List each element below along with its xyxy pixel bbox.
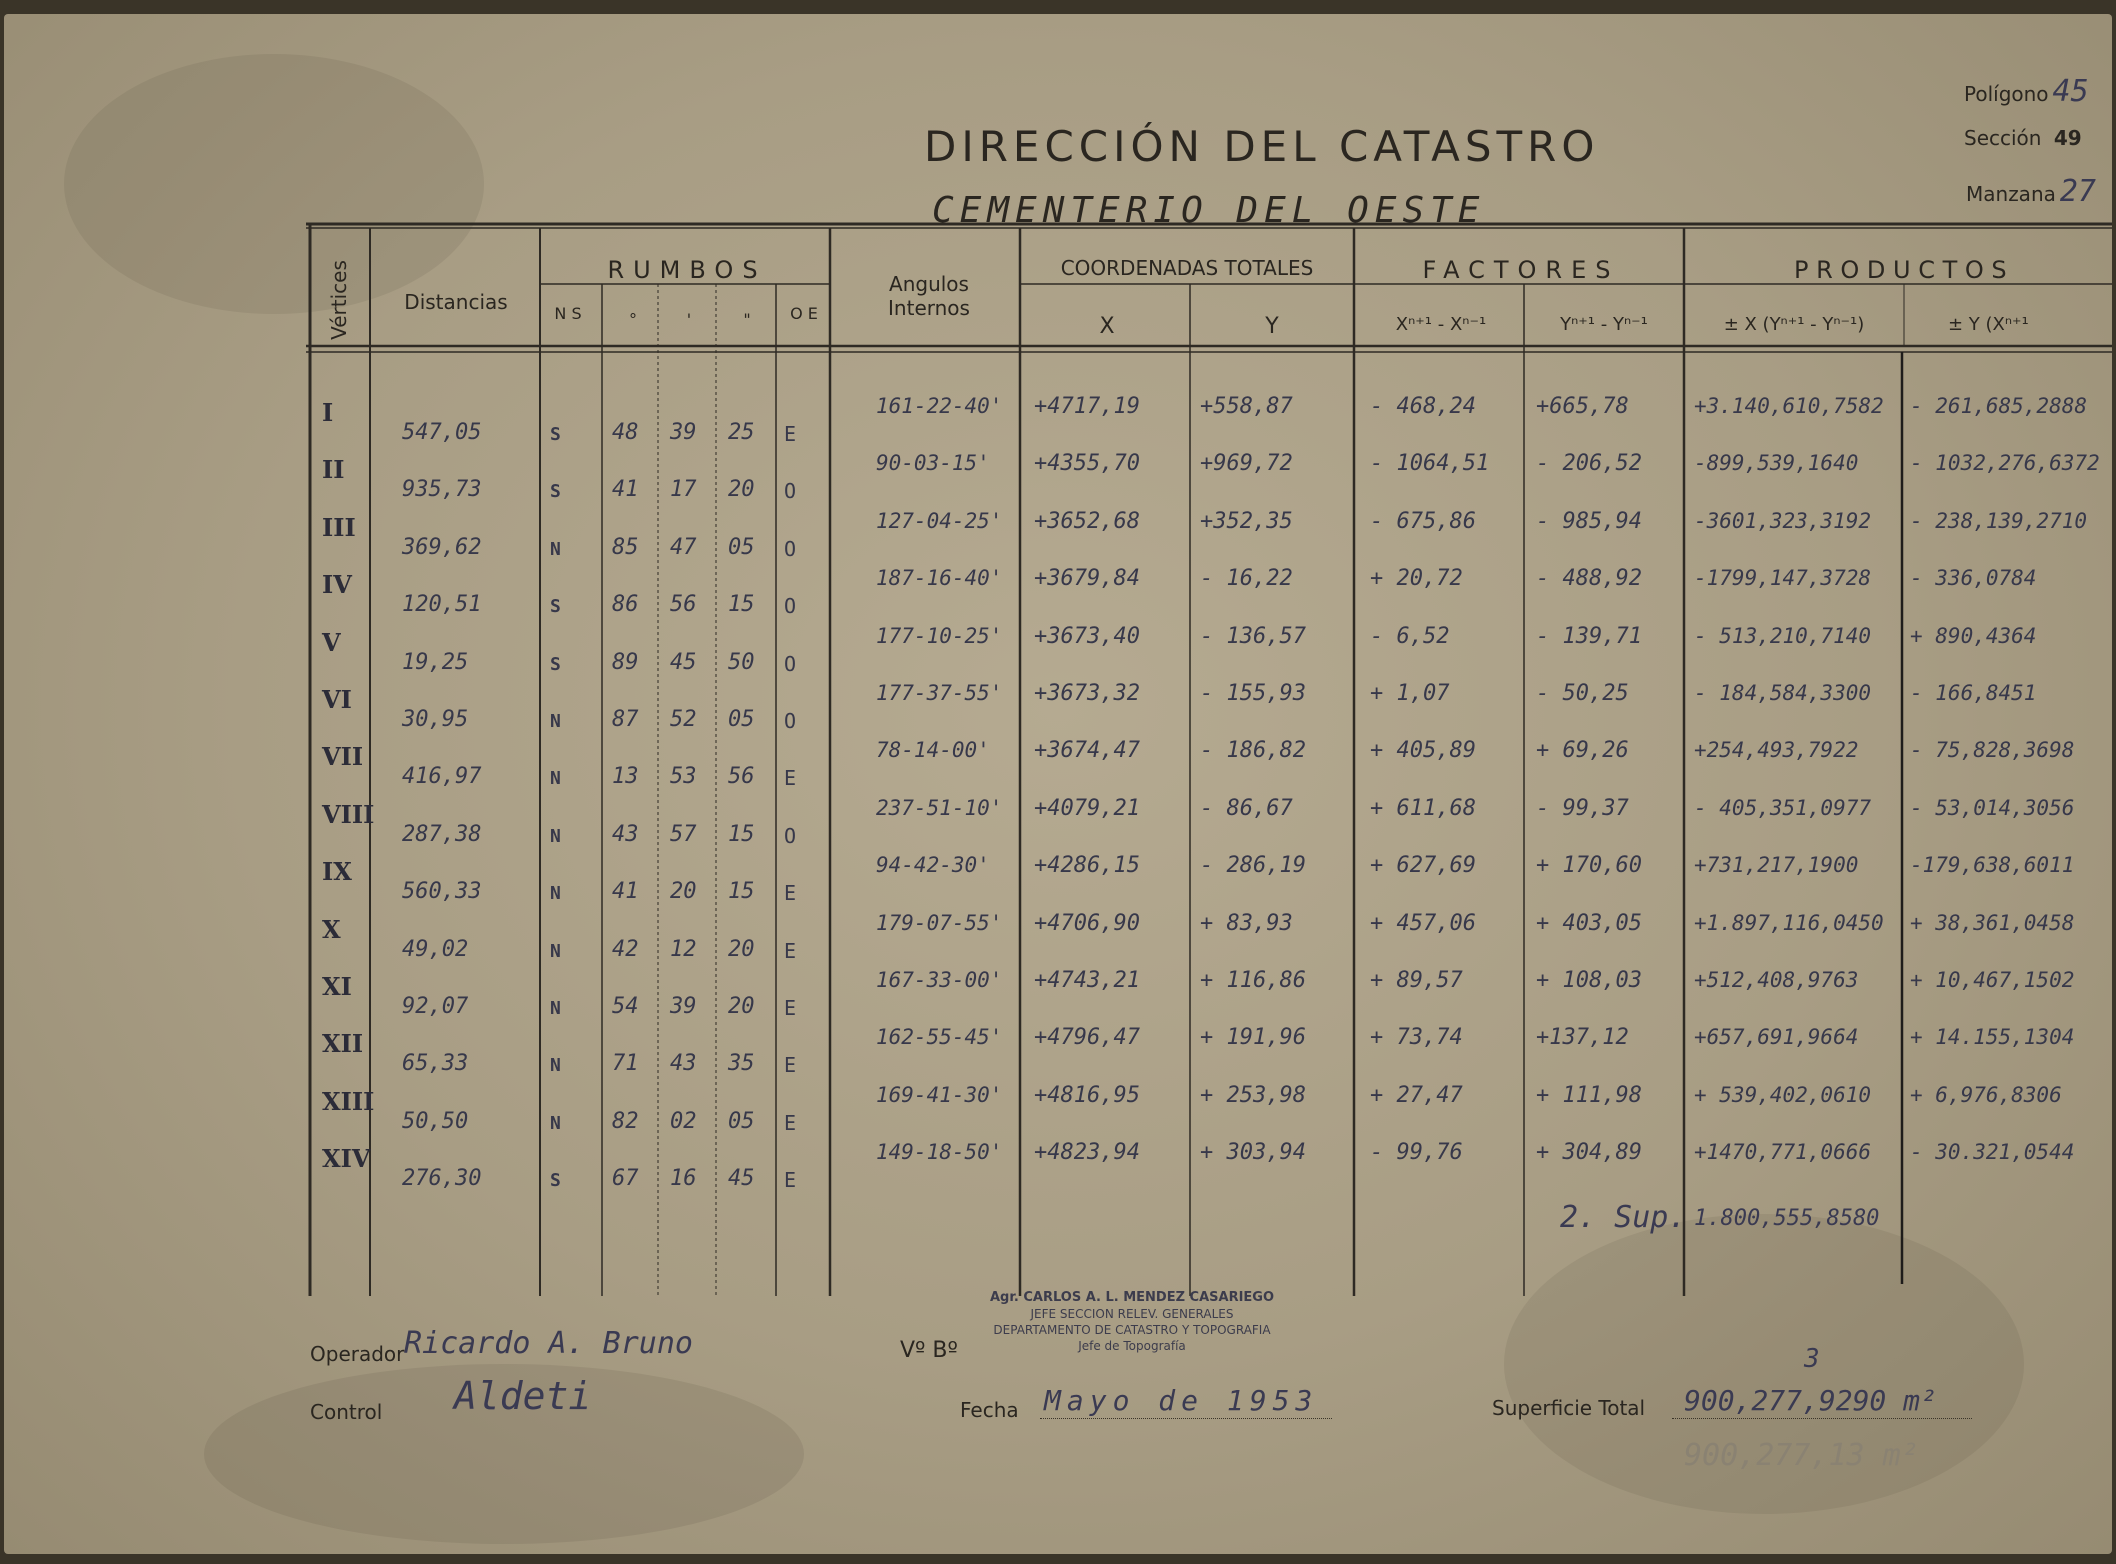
product-y-cell: - 166,8451	[1910, 681, 2037, 705]
factor-x-cell: - 1064,51	[1370, 451, 1490, 477]
rumbo-oe-cell: O	[784, 479, 797, 504]
rumbo-minutes-cell: 53	[670, 764, 697, 790]
product-y-cell: - 30.321,0544	[1910, 1140, 2075, 1165]
rumbo-seconds-cell: 45	[728, 1166, 755, 1192]
distance-cell: 120,51	[402, 592, 482, 618]
factor-y-cell: - 99,37	[1536, 795, 1629, 821]
factor-x-cell: - 99,76	[1370, 1140, 1463, 1166]
rumbo-seconds-cell: 15	[728, 592, 755, 618]
rumbo-degrees-cell: 54	[612, 994, 639, 1019]
vertex-label: IX	[322, 857, 352, 887]
angle-cell: 161-22-40'	[876, 394, 1003, 418]
coord-y-cell: - 16,22	[1200, 566, 1293, 592]
rumbo-degrees-cell: 67	[612, 1166, 639, 1192]
coord-y-cell: + 116,86	[1200, 968, 1306, 993]
rumbo-degrees-cell: 85	[612, 534, 639, 560]
rumbo-degrees-cell: 43	[612, 821, 639, 847]
rumbo-ns-cell: N	[550, 538, 561, 560]
fecha-label: Fecha	[960, 1398, 1019, 1422]
rumbo-seconds-cell: 20	[728, 994, 755, 1019]
control-signature: Aldeti	[454, 1374, 592, 1418]
product-x-cell: - 405,351,0977	[1694, 795, 1872, 820]
angle-cell: 127-04-25'	[876, 508, 1003, 533]
product-y-cell: - 336,0784	[1910, 566, 2037, 591]
factores-header: FACTORES	[1422, 256, 1620, 284]
product-y-cell: - 75,828,3698	[1910, 738, 2075, 763]
rumbo-oe-cell: E	[784, 1110, 797, 1135]
vertex-label: VII	[322, 742, 364, 772]
rumbos-ns-header: N S	[554, 304, 582, 323]
product-y-cell: + 10,467,1502	[1910, 968, 2075, 992]
factor-y-cell: - 985,94	[1536, 508, 1642, 534]
distance-cell: 65,33	[402, 1051, 469, 1077]
product-x-cell: +731,217,1900	[1694, 853, 1859, 878]
product-y-cell: - 261,685,2888	[1910, 394, 2088, 418]
distance-cell: 49,02	[402, 936, 469, 962]
rumbo-degrees-cell: 41	[612, 477, 639, 503]
angle-cell: 237-51-10'	[876, 795, 1003, 820]
rumbo-minutes-cell: 56	[670, 592, 697, 618]
product-x-cell: +657,691,9664	[1694, 1025, 1859, 1050]
product-x-cell: +1470,771,0666	[1694, 1140, 1872, 1165]
vertices-header-label: Vértices	[327, 260, 351, 340]
rumbo-minutes-cell: 39	[670, 420, 697, 445]
coord-y-cell: - 136,57	[1200, 623, 1306, 649]
rumbo-oe-cell: E	[784, 938, 797, 963]
vertex-label: XIII	[322, 1086, 375, 1116]
coord-y-cell: - 186,82	[1200, 738, 1306, 764]
coord-x-cell: +3673,40	[1034, 623, 1140, 649]
superficie-pencil-note: 900,277,13 m²	[1684, 1438, 1919, 1473]
coord-x-cell: +4706,90	[1034, 910, 1140, 936]
distance-cell: 935,73	[402, 477, 482, 503]
coord-y-cell: - 155,93	[1200, 681, 1306, 706]
product-y-cell: - 1032,276,6372	[1910, 451, 2100, 476]
factor-y-cell: + 108,03	[1536, 968, 1642, 993]
factor-y-cell: - 206,52	[1536, 451, 1642, 477]
rumbo-oe-cell: E	[784, 422, 797, 446]
coordenadas-header: COORDENADAS TOTALES	[1060, 256, 1314, 280]
factor-y-cell: + 170,60	[1536, 853, 1642, 879]
distance-cell: 416,97	[402, 764, 482, 790]
distance-cell: 30,95	[402, 707, 469, 732]
vertex-label: I	[322, 398, 334, 427]
operador-signature: Ricardo A. Bruno	[404, 1326, 693, 1361]
vertex-label: XII	[322, 1029, 364, 1059]
factor-y-cell: + 403,05	[1536, 910, 1642, 936]
coord-x-cell: +3673,32	[1034, 681, 1140, 706]
rumbo-oe-cell: E	[784, 1053, 797, 1078]
distancias-header: Distancias	[404, 290, 508, 314]
vertex-label: XIV	[322, 1144, 371, 1174]
rumbo-seconds-cell: 20	[728, 936, 755, 962]
coord-x-cell: +4816,95	[1034, 1082, 1140, 1108]
coord-x-cell: +4823,94	[1034, 1140, 1140, 1166]
coord-y-header: Y	[1265, 314, 1279, 339]
product-y-cell: -179,638,6011	[1910, 853, 2075, 878]
coord-y-cell: +969,72	[1200, 451, 1293, 477]
coord-x-header: X	[1099, 314, 1115, 339]
vertex-label: XI	[322, 972, 352, 1001]
stamp-line-4: Jefe de Topografía	[1078, 1339, 1186, 1353]
distance-cell: 287,38	[402, 821, 482, 847]
angulos-header: Angulos Internos	[888, 272, 970, 320]
stamp-line-3: DEPARTAMENTO DE CATASTRO Y TOPOGRAFIA	[993, 1323, 1271, 1337]
angle-cell: 177-37-55'	[876, 681, 1003, 705]
product-x-cell: -3601,323,3192	[1694, 508, 1872, 533]
vertex-label: X	[322, 914, 341, 944]
distance-cell: 369,62	[402, 534, 482, 560]
product-x-cell: +3.140,610,7582	[1694, 394, 1884, 418]
rumbo-ns-cell: N	[550, 825, 561, 847]
manzana-value: 27	[2059, 174, 2096, 209]
angle-cell: 169-41-30'	[876, 1082, 1003, 1107]
rumbos-degrees-header: °	[629, 310, 637, 329]
angle-cell: 90-03-15'	[876, 451, 990, 476]
rumbo-degrees-cell: 41	[612, 879, 639, 905]
rumbo-seconds-cell: 50	[728, 649, 755, 675]
vertex-label: II	[322, 455, 345, 485]
factor-x-cell: + 73,74	[1370, 1025, 1463, 1051]
rumbo-oe-cell: E	[784, 996, 797, 1020]
distance-cell: 50,50	[402, 1108, 469, 1134]
prod-y-header: ± Y (Xⁿ⁺¹	[1948, 314, 2029, 335]
product-y-cell: - 238,139,2710	[1910, 508, 2088, 533]
factor-y-cell: + 304,89	[1536, 1140, 1642, 1166]
factor-x-cell: + 627,69	[1370, 853, 1476, 879]
product-x-cell: +512,408,9763	[1694, 968, 1859, 992]
poligono-label: Polígono	[1964, 82, 2049, 106]
rumbo-degrees-cell: 87	[612, 707, 639, 732]
coord-x-cell: +4079,21	[1034, 795, 1140, 821]
rumbo-degrees-cell: 42	[612, 936, 639, 962]
rumbo-minutes-cell: 02	[670, 1108, 697, 1134]
rumbo-degrees-cell: 71	[612, 1051, 639, 1077]
factor-y-cell: - 139,71	[1536, 623, 1642, 649]
totals-label: 2. Sup.	[1560, 1200, 1687, 1235]
rumbo-minutes-cell: 20	[670, 879, 697, 905]
product-y-cell: - 53,014,3056	[1910, 795, 2075, 820]
seccion-label: Sección	[1964, 126, 2042, 150]
document-title: DIRECCIÓN DEL CATASTRO	[924, 122, 1600, 171]
rumbo-ns-cell: S	[550, 1170, 561, 1192]
rumbo-minutes-cell: 57	[670, 821, 697, 847]
rumbo-minutes-cell: 17	[670, 477, 697, 503]
rumbos-minutes-header: '	[686, 310, 692, 329]
coord-y-cell: + 253,98	[1200, 1082, 1306, 1108]
rumbo-seconds-cell: 20	[728, 477, 755, 503]
rumbos-oe-header: O E	[790, 304, 818, 323]
vertex-label: VI	[322, 685, 352, 714]
coord-y-cell: +352,35	[1200, 508, 1293, 534]
rumbo-oe-cell: O	[784, 594, 797, 619]
rumbo-ns-cell: N	[550, 768, 561, 790]
rumbo-ns-cell: S	[550, 424, 561, 445]
product-x-cell: + 539,402,0610	[1694, 1082, 1872, 1107]
product-y-cell: + 38,361,0458	[1910, 910, 2075, 935]
factor-y-cell: + 69,26	[1536, 738, 1629, 764]
rumbo-ns-cell: N	[550, 1112, 561, 1134]
vobo-label: Vº Bº	[900, 1338, 958, 1363]
rumbo-ns-cell: S	[550, 596, 561, 618]
rumbo-minutes-cell: 45	[670, 649, 697, 675]
angle-cell: 149-18-50'	[876, 1140, 1003, 1165]
rumbo-seconds-cell: 56	[728, 764, 755, 790]
totals-prod-x: 1.800,555,8580	[1694, 1206, 1880, 1231]
rumbo-seconds-cell: 05	[728, 1108, 755, 1134]
rumbo-oe-cell: E	[784, 881, 797, 906]
rumbo-oe-cell: E	[784, 1168, 797, 1193]
rumbo-degrees-cell: 13	[612, 764, 639, 790]
rumbo-minutes-cell: 12	[670, 936, 697, 962]
manzana-label: Manzana	[1966, 182, 2056, 206]
coord-y-cell: + 191,96	[1200, 1025, 1306, 1051]
coord-x-cell: +4717,19	[1034, 394, 1140, 419]
fact-y-header: Yⁿ⁺¹ - Yⁿ⁻¹	[1560, 314, 1648, 335]
factor-y-cell: +665,78	[1536, 394, 1629, 419]
factor-x-cell: + 20,72	[1370, 566, 1463, 592]
factor-x-cell: + 89,57	[1370, 968, 1463, 993]
coord-y-cell: +558,87	[1200, 394, 1293, 419]
rumbo-seconds-cell: 05	[728, 534, 755, 560]
product-x-cell: -899,539,1640	[1694, 451, 1859, 476]
angle-cell: 179-07-55'	[876, 910, 1003, 935]
rumbo-ns-cell: N	[550, 711, 561, 732]
rumbo-minutes-cell: 39	[670, 994, 697, 1019]
factor-y-cell: + 111,98	[1536, 1082, 1642, 1108]
coord-x-cell: +3674,47	[1034, 738, 1140, 764]
coord-y-cell: - 86,67	[1200, 795, 1293, 821]
angle-cell: 167-33-00'	[876, 968, 1003, 992]
factor-x-cell: + 1,07	[1370, 681, 1450, 706]
seccion-value: 49	[2053, 126, 2082, 150]
factor-y-cell: +137,12	[1536, 1025, 1629, 1051]
vertices-header	[314, 254, 364, 344]
rumbos-seconds-header: "	[743, 310, 751, 329]
rumbo-seconds-cell: 15	[728, 821, 755, 847]
factor-x-cell: - 6,52	[1370, 623, 1450, 649]
product-x-cell: +1.897,116,0450	[1694, 910, 1884, 935]
coord-x-cell: +4743,21	[1034, 968, 1140, 993]
vertex-label: V	[322, 627, 341, 657]
coord-y-cell: + 303,94	[1200, 1140, 1306, 1166]
factor-x-cell: + 405,89	[1370, 738, 1476, 764]
angle-cell: 177-10-25'	[876, 623, 1003, 648]
rumbo-ns-cell: N	[550, 883, 561, 905]
distance-cell: 92,07	[402, 994, 469, 1019]
operador-label: Operador	[310, 1342, 405, 1366]
rumbo-seconds-cell: 35	[728, 1051, 755, 1077]
coord-x-cell: +4286,15	[1034, 853, 1140, 879]
rumbo-degrees-cell: 86	[612, 592, 639, 618]
rumbo-oe-cell: O	[784, 651, 797, 676]
rumbo-oe-cell: O	[784, 823, 797, 848]
factor-x-cell: + 457,06	[1370, 910, 1476, 936]
distance-cell: 547,05	[402, 420, 482, 445]
survey-sheet	[4, 14, 2112, 1554]
angle-cell: 187-16-40'	[876, 566, 1003, 591]
rumbo-ns-cell: N	[550, 998, 561, 1019]
document-subtitle: CEMENTERIO DEL OESTE	[932, 190, 1486, 231]
product-x-cell: -1799,147,3728	[1694, 566, 1872, 591]
product-x-cell: - 513,210,7140	[1694, 623, 1872, 648]
factor-x-cell: + 27,47	[1370, 1082, 1463, 1108]
coord-x-cell: +4355,70	[1034, 451, 1140, 477]
stamp-line-2: JEFE SECCION RELEV. GENERALES	[1030, 1307, 1234, 1321]
rumbos-header: RUMBOS	[607, 256, 767, 284]
factor-y-cell: - 50,25	[1536, 681, 1629, 706]
fecha-underline	[1040, 1418, 1332, 1419]
distance-cell: 19,25	[402, 649, 469, 675]
rumbo-ns-cell: S	[550, 481, 561, 503]
vertex-label: IV	[322, 570, 352, 600]
coord-x-cell: +3652,68	[1034, 508, 1140, 534]
approval-stamp	[982, 1290, 1282, 1354]
factor-x-cell: - 468,24	[1370, 394, 1476, 419]
factor-x-cell: - 675,86	[1370, 508, 1476, 534]
rumbo-minutes-cell: 16	[670, 1166, 697, 1192]
prod-x-header: ± X (Yⁿ⁺¹ - Yⁿ⁻¹)	[1723, 314, 1865, 335]
factor-y-cell: - 488,92	[1536, 566, 1642, 592]
superficie-underline	[1672, 1418, 1972, 1419]
product-y-cell: + 890,4364	[1910, 623, 2037, 648]
rumbo-degrees-cell: 89	[612, 649, 639, 675]
distance-cell: 560,33	[402, 879, 482, 905]
coord-y-cell: + 83,93	[1200, 910, 1293, 936]
rumbo-seconds-cell: 15	[728, 879, 755, 905]
poligono-value: 45	[2052, 74, 2089, 109]
rumbo-oe-cell: E	[784, 766, 797, 791]
superficie-note: 3	[1804, 1344, 1820, 1374]
fecha-value: Mayo de 1953	[1044, 1384, 1319, 1417]
product-x-cell: - 184,584,3300	[1694, 681, 1872, 705]
control-label: Control	[310, 1400, 383, 1424]
rumbo-ns-cell: N	[550, 940, 561, 962]
rumbo-minutes-cell: 52	[670, 707, 697, 732]
vertex-label: VIII	[322, 799, 375, 829]
angle-cell: 162-55-45'	[876, 1025, 1003, 1050]
rumbo-seconds-cell: 25	[728, 420, 755, 445]
factor-x-cell: + 611,68	[1370, 795, 1476, 821]
distance-cell: 276,30	[402, 1166, 482, 1192]
angle-cell: 78-14-00'	[876, 738, 990, 763]
rumbo-minutes-cell: 43	[670, 1051, 697, 1077]
product-y-cell: + 14.155,1304	[1910, 1025, 2075, 1050]
rumbo-minutes-cell: 47	[670, 534, 697, 560]
productos-header: P R O D U C T O S	[1794, 256, 2007, 284]
rumbo-oe-cell: O	[784, 536, 797, 561]
superficie-value: 900,277,9290 m²	[1684, 1384, 1937, 1417]
angle-cell: 94-42-30'	[876, 853, 990, 878]
superficie-label: Superficie Total	[1492, 1396, 1646, 1420]
rumbo-degrees-cell: 48	[612, 420, 639, 445]
rumbo-oe-cell: O	[784, 709, 797, 733]
vertex-label: III	[322, 512, 356, 542]
fact-x-header: Xⁿ⁺¹ - Xⁿ⁻¹	[1395, 314, 1487, 335]
rumbo-seconds-cell: 05	[728, 707, 755, 732]
rumbo-ns-cell: N	[550, 1055, 561, 1077]
product-x-cell: +254,493,7922	[1694, 738, 1859, 763]
coord-y-cell: - 286,19	[1200, 853, 1306, 879]
coord-x-cell: +3679,84	[1034, 566, 1140, 592]
rumbo-degrees-cell: 82	[612, 1108, 639, 1134]
rumbo-ns-cell: S	[550, 653, 561, 675]
stamp-line-1: Agr. CARLOS A. L. MENDEZ CASARIEGO	[989, 1290, 1275, 1305]
product-y-cell: + 6,976,8306	[1910, 1082, 2062, 1107]
coord-x-cell: +4796,47	[1034, 1025, 1140, 1051]
